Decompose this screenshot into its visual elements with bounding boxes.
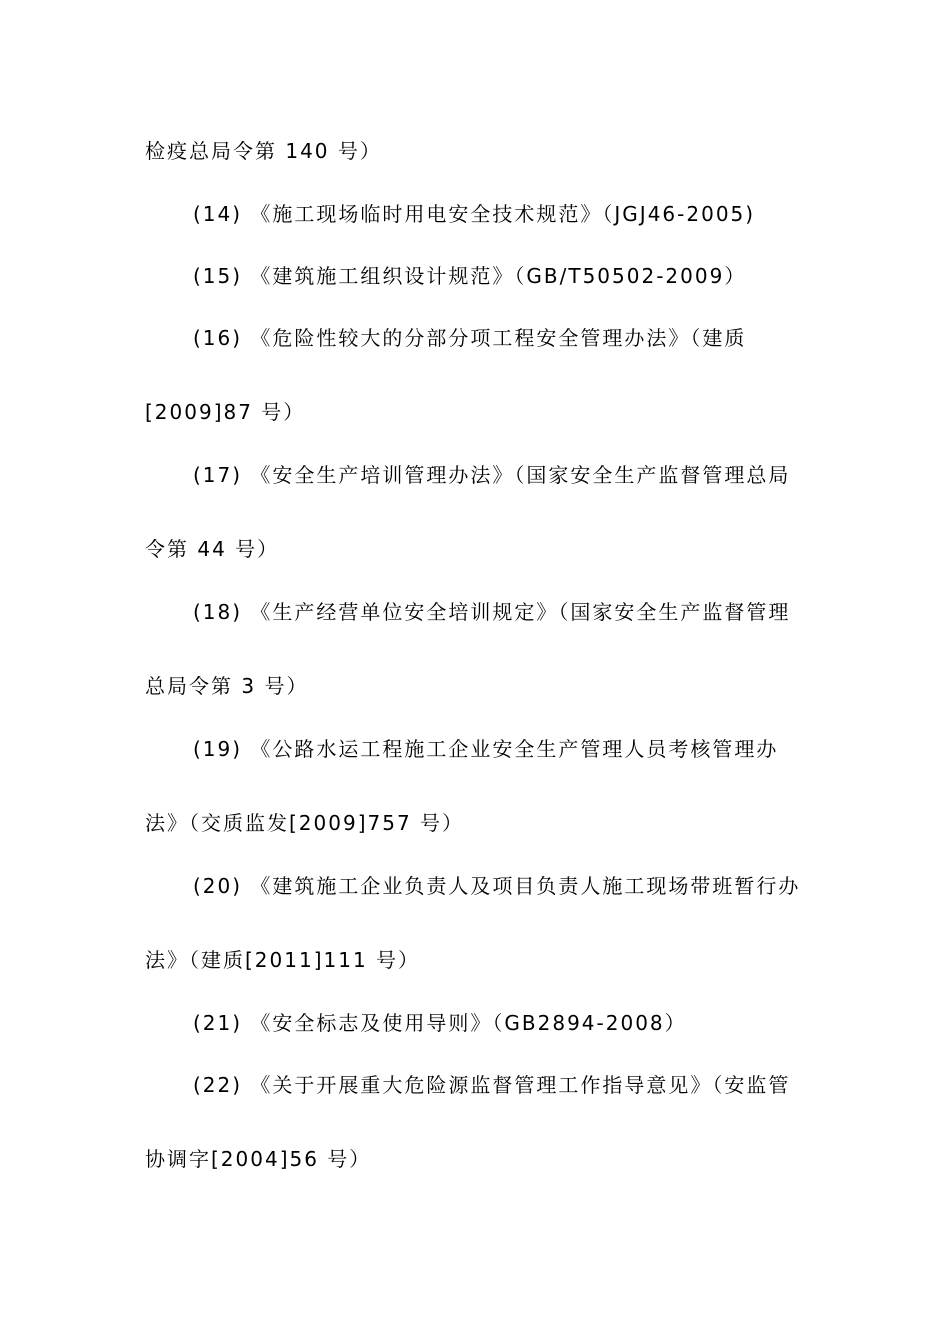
list-item-21: (21) 《安全标志及使用导则》（GB2894-2008） — [193, 1011, 687, 1035]
text-line: 法》（建质[2011]111 号） — [145, 948, 421, 972]
list-item-19: (19) 《公路水运工程施工企业安全生产管理人员考核管理办 — [193, 737, 779, 761]
list-item-22: (22) 《关于开展重大危险源监督管理工作指导意见》（安监管 — [193, 1073, 791, 1097]
list-item-16: (16) 《危险性较大的分部分项工程安全管理办法》（建质 — [193, 326, 747, 350]
list-item-14: (14) 《施工现场临时用电安全技术规范》（JGJ46-2005) — [193, 202, 756, 226]
text-line: 令第 44 号） — [145, 537, 280, 561]
list-item-15: (15) 《建筑施工组织设计规范》（GB/T50502-2009） — [193, 264, 747, 288]
text-line: [2009]87 号） — [145, 400, 306, 424]
text-line: 检疫总局令第 140 号） — [145, 139, 382, 163]
text-line: 总局令第 3 号） — [145, 674, 309, 698]
list-item-18: (18) 《生产经营单位安全培训规定》（国家安全生产监督管理 — [193, 600, 791, 624]
text-line: 法》（交质监发[2009]757 号） — [145, 811, 465, 835]
list-item-17: (17) 《安全生产培训管理办法》（国家安全生产监督管理总局 — [193, 463, 791, 487]
list-item-20: (20) 《建筑施工企业负责人及项目负责人施工现场带班暂行办 — [193, 874, 801, 898]
text-line: 协调字[2004]56 号） — [145, 1147, 372, 1171]
